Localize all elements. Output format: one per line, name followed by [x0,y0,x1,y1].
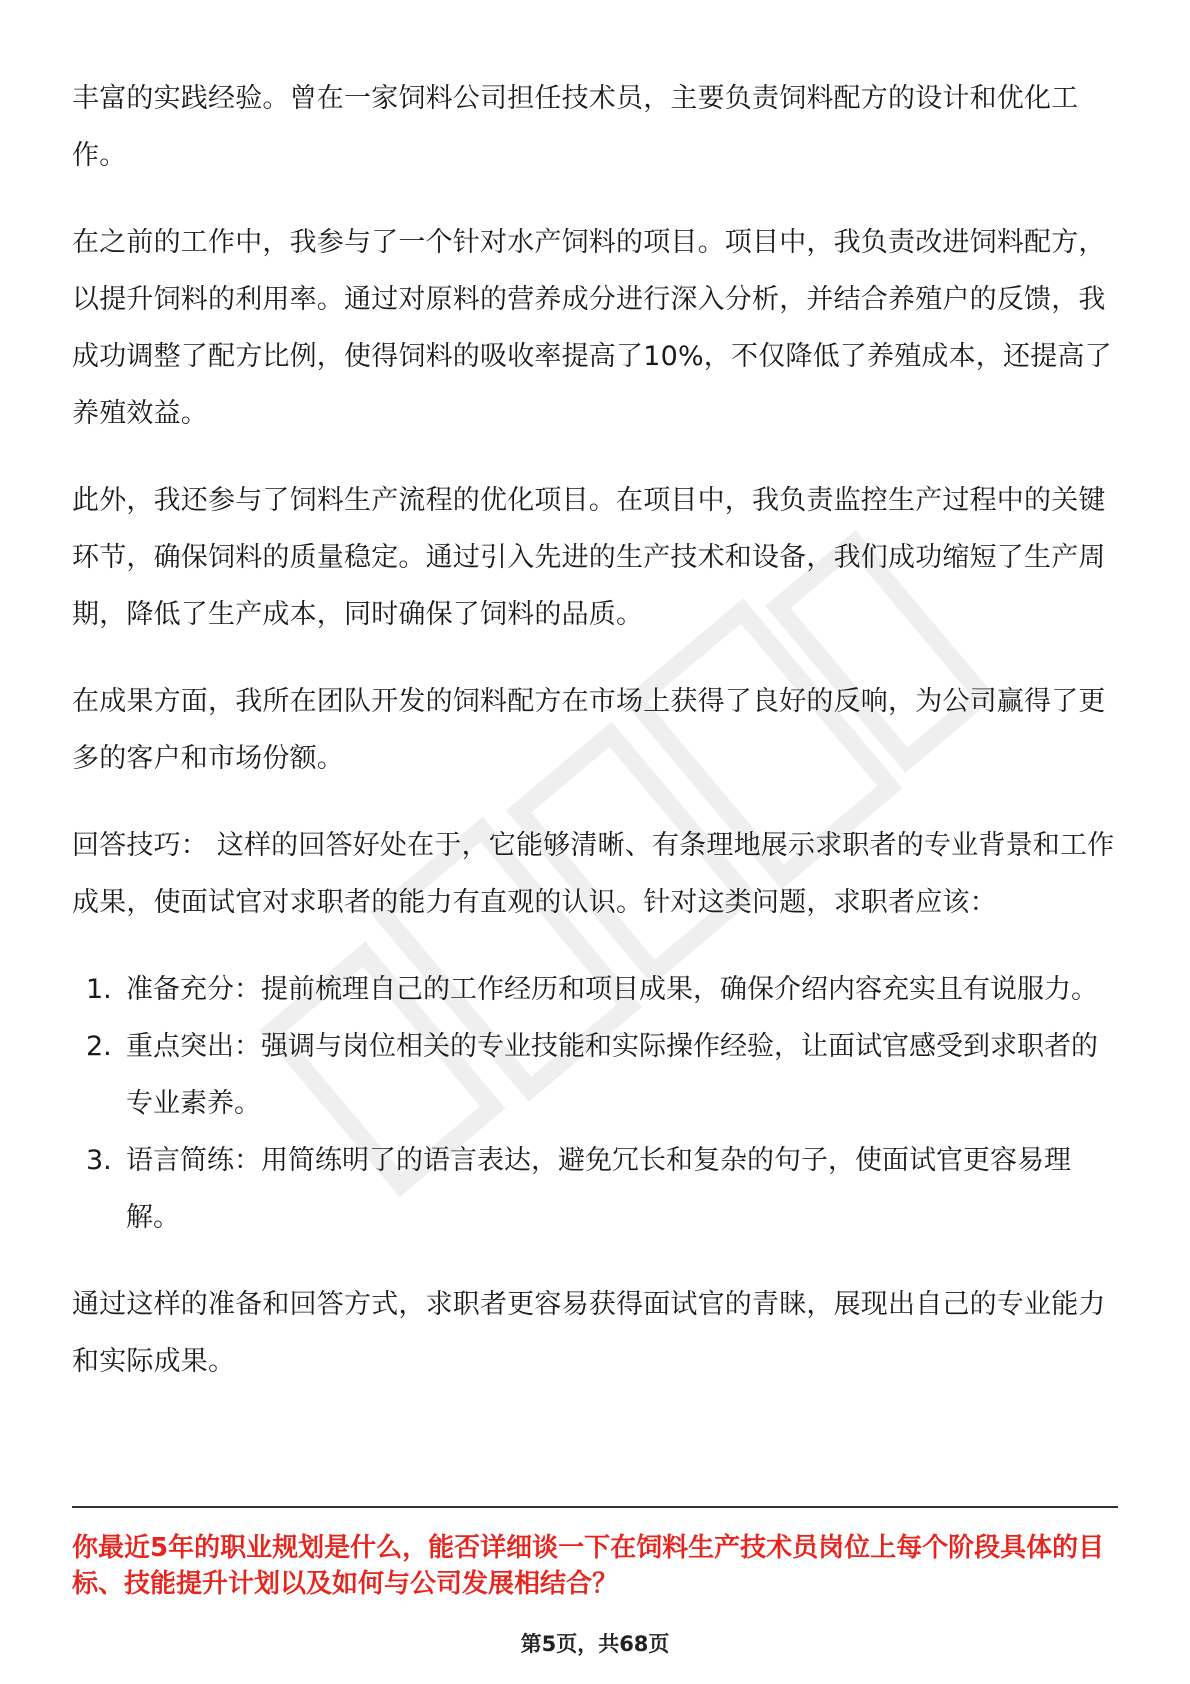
paragraph-achievements: 在成果方面，我所在团队开发的饲料配方在市场上获得了良好的反响，为公司赢得了更多的客户和市场份额。 [72,686,1106,774]
list-item [72,1018,1118,1132]
main-content [72,70,1118,1420]
list-item-number: 3. [86,1145,112,1176]
next-question-heading: 你最近5年的职业规划是什么，能否详细谈一下在饲料生产技术员岗位上每个阶段具体的目标、技能提升计划以及如何与公司发展相结合？ [72,1533,1105,1599]
paragraph-answer-tips: 回答技巧： 这样的回答好处在于，它能够清晰、有条理地展示求职者的专业背景和工作成果，使面试官对求职者的能力有直观的认识。针对这类问题，求职者应该： [72,830,1115,918]
list-item [72,961,1118,1018]
page-number-footer: 第5页，共68页 [520,1632,670,1656]
list-item-text: 重点突出：强调与岗位相关的专业技能和实际操作经验，让面试官感受到求职者的专业素养。 [126,1031,1098,1119]
section-divider [72,1506,1118,1508]
list-item [72,1132,1118,1246]
paragraph-process-optimization: 此外，我还参与了饲料生产流程的优化项目。在项目中，我负责监控生产过程中的关键环节，确保饲料的质量稳定。通过引入先进的生产技术和设备，我们成功缩短了生产周期，降低了生产成本，同时确保了饲料的品质。 [72,485,1106,630]
paragraph-aquafeed-project: 在之前的工作中，我参与了一个针对水产饲料的项目。项目中，我负责改进饲料配方，以提升饲料的利用率。通过对原料的营养成分进行深入分析，并结合养殖户的反馈，我成功调整了配方比例，使得饲料的吸收率提高了10%，不仅降低了养殖成本，还提高了养殖效益。 [72,227,1112,429]
paragraph-experience: 丰富的实践经验。曾在一家饲料公司担任技术员，主要负责饲料配方的设计和优化工作。 [72,83,1079,171]
list-item-text: 准备充分：提前梳理自己的工作经历和项目成果，确保介绍内容充实且有说服力。 [126,974,1098,1005]
list-item-number: 2. [86,1031,112,1062]
list-item-text: 语言简练：用简练明了的语言表达，避免冗长和复杂的句子，使面试官更容易理解。 [126,1145,1071,1233]
list-item-number: 1. [86,974,112,1005]
tips-list [72,961,1118,1246]
paragraph-closing: 通过这样的准备和回答方式，求职者更容易获得面试官的青睐，展现出自己的专业能力和实际成果。 [72,1289,1106,1377]
